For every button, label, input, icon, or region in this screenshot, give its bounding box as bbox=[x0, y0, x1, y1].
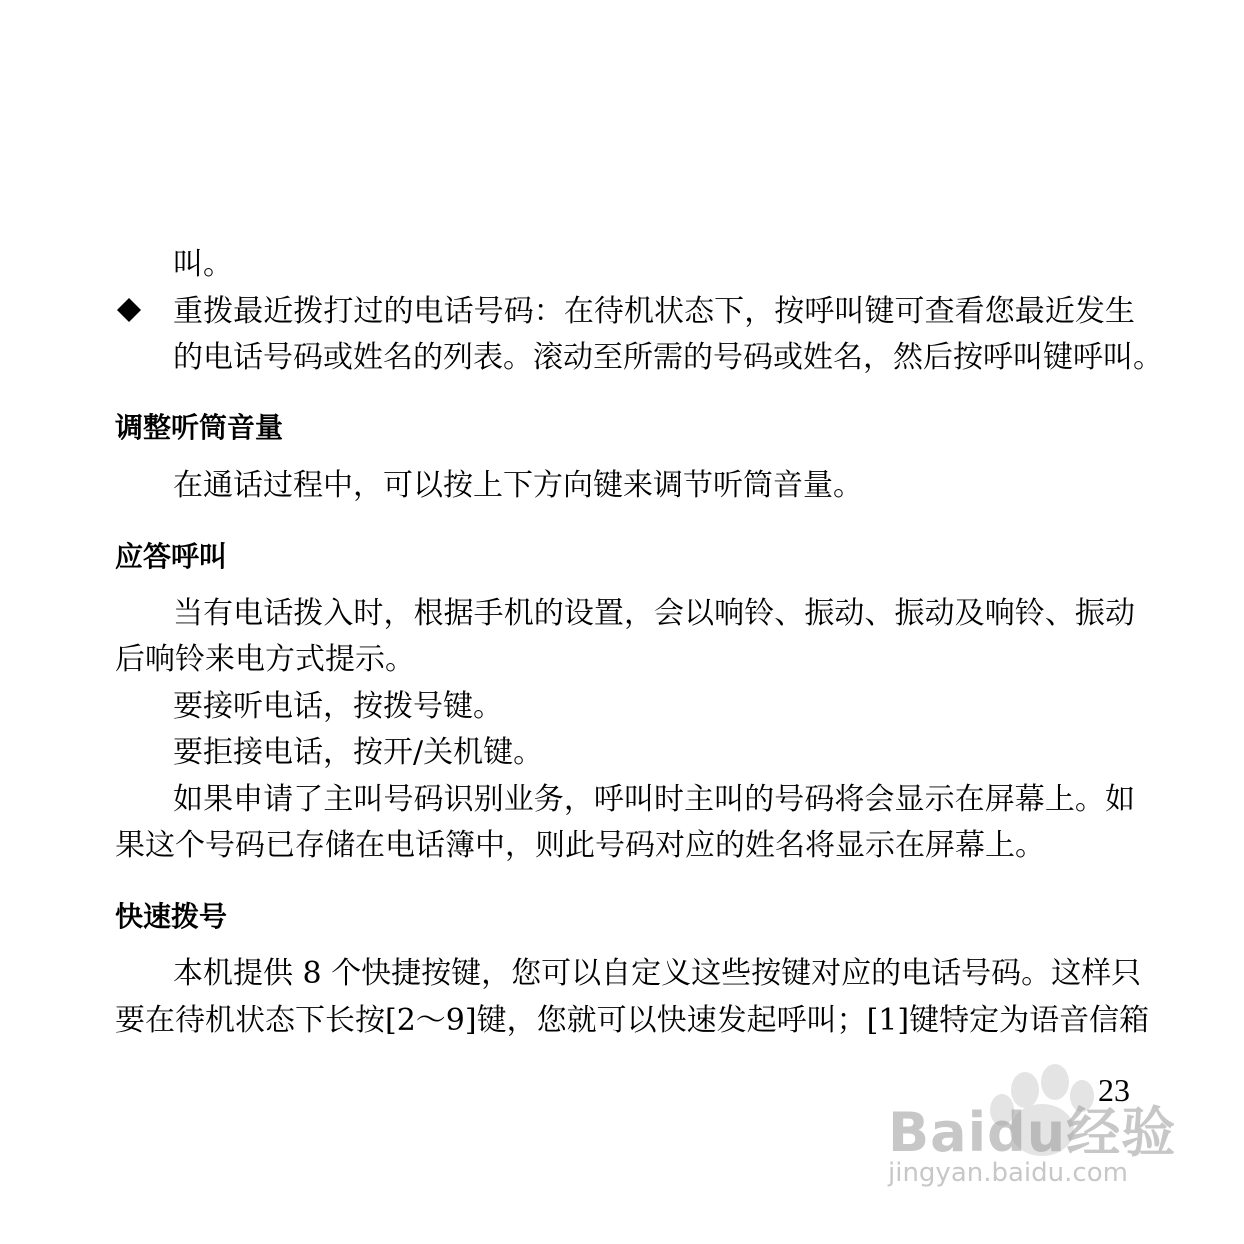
text-line: 要在待机状态下长按[2～9]键，您就可以快速发起呼叫；[1]键特定为语音信箱 bbox=[115, 1003, 1150, 1038]
text-line: 要接听电话，按拨号键。 bbox=[173, 689, 503, 724]
watermark-url-text: jingyan.baidu.com bbox=[888, 1158, 1128, 1188]
section-heading: 调整听筒音量 bbox=[115, 411, 284, 444]
text-line: 当有电话拨入时，根据手机的设置，会以响铃、振动、振动及响铃、振动 bbox=[173, 596, 1135, 631]
diamond-bullet-icon bbox=[115, 296, 143, 324]
text-line: 要拒接电话，按开/关机键。 bbox=[173, 735, 544, 770]
text-line: 重拨最近拨打过的电话号码：在待机状态下，按呼叫键可查看您最近发生 bbox=[173, 294, 1135, 329]
text-line: 果这个号码已存储在电话簿中，则此号码对应的姓名将显示在屏幕上。 bbox=[115, 828, 1045, 863]
section-heading: 快速拨号 bbox=[115, 900, 228, 933]
text-line: 本机提供 8 个快捷按键，您可以自定义这些按键对应的电话号码。这样只 bbox=[173, 956, 1142, 991]
text-line: 如果申请了主叫号码识别业务，呼叫时主叫的号码将会显示在屏幕上。如 bbox=[173, 782, 1135, 817]
page-number: 23 bbox=[1098, 1072, 1130, 1108]
text-line: 的电话号码或姓名的列表。滚动至所需的号码或姓名，然后按呼叫键呼叫。 bbox=[173, 340, 1163, 375]
text-line: 在通话过程中，可以按上下方向键来调节听筒音量。 bbox=[173, 468, 863, 503]
section-heading: 应答呼叫 bbox=[115, 540, 228, 573]
text-line: 后响铃来电方式提示。 bbox=[115, 642, 415, 677]
watermark-logo-text: Baidu经验 bbox=[888, 1101, 1177, 1164]
text-line: 叫。 bbox=[173, 247, 233, 282]
